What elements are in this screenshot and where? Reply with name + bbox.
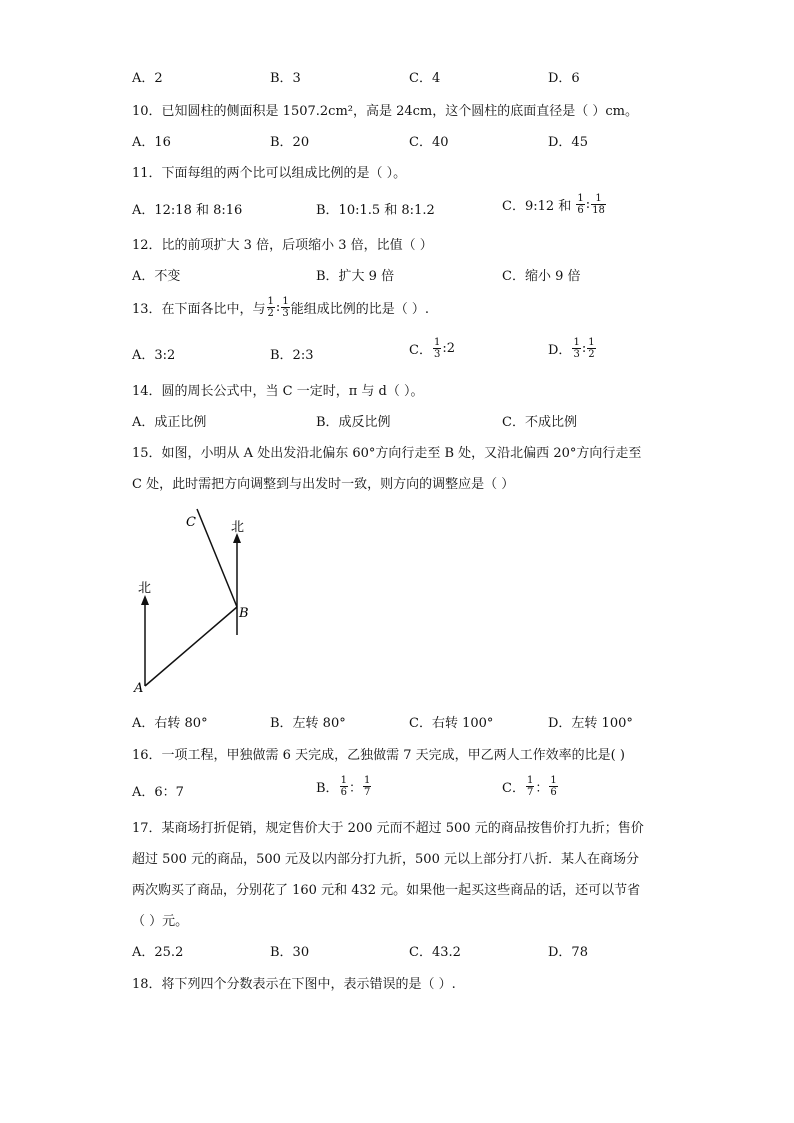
q16-option-c-fraction-1: $\frac{1}{7}$ bbox=[526, 775, 534, 798]
q11-question: 11．下面每组的两个比可以组成比例的是（ ）。 bbox=[132, 166, 407, 181]
point-label-b: B bbox=[239, 606, 249, 621]
q14-option-b: B．成反比例 bbox=[316, 415, 391, 430]
q14-option-a: A．成正比例 bbox=[132, 415, 207, 430]
q17-option-a: A．25.2 bbox=[132, 945, 184, 960]
q13-option-c-fraction: $\frac{1}{3}$ bbox=[433, 337, 441, 360]
q15-direction-figure bbox=[125, 505, 275, 700]
q11-option-c: C．9:12 和 $\frac{1}{6}$ : $\frac{1}{18}$ bbox=[502, 193, 605, 216]
point-label-c: C bbox=[186, 515, 196, 530]
q13-option-b: B．2:3 bbox=[270, 348, 314, 363]
q10-option-a: A．16 bbox=[132, 135, 171, 150]
q13-fraction-1: $\frac{1}{2}$ bbox=[267, 296, 274, 319]
q9-option-a: A．2 bbox=[132, 71, 163, 86]
q17-question-line-3: 两次购买了商品，分别花了 160 元和 432 元。如果他一起买这些商品的话，还可以节省 bbox=[132, 883, 641, 898]
q15-option-c: C．右转 100° bbox=[409, 716, 494, 731]
q16-option-b-fraction-1: $\frac{1}{6}$ bbox=[340, 775, 347, 798]
q17-question-line-4: （ ）元。 bbox=[132, 914, 189, 929]
q11-option-a: A．12:18 和 8:16 bbox=[132, 203, 243, 218]
north-arrowhead-a bbox=[141, 595, 149, 605]
q10-question: 10．已知圆柱的侧面积是 1507.2cm²，高是 24cm，这个圆柱的底面直径是（ ）cm。 bbox=[132, 104, 639, 119]
q13-fraction-2: $\frac{1}{3}$ bbox=[282, 296, 289, 319]
q16-question: 16．一项工程，甲独做需 6 天完成，乙独做需 7 天完成，甲乙两人工作效率的比是( ) bbox=[132, 748, 625, 763]
q16-option-b-fraction-2: $\frac{1}{7}$ bbox=[363, 775, 371, 798]
q16-option-a: A．6：7 bbox=[132, 785, 184, 800]
q10-option-b: B．20 bbox=[270, 135, 310, 150]
north-label-a: 北 bbox=[138, 581, 152, 596]
q10-option-d: D．45 bbox=[548, 135, 588, 150]
q9-option-c: C．4 bbox=[409, 71, 441, 86]
q11-option-c-label: C．9:12 和 bbox=[502, 199, 572, 214]
q13-question: 13．在下面各比中，与 $\frac{1}{2}$ : $\frac{1}{3}$ 能组成比例的比是（ ）. bbox=[132, 296, 429, 319]
point-label-a: A bbox=[134, 681, 144, 696]
q13-option-d-fraction-1: $\frac{1}{3}$ bbox=[573, 337, 580, 360]
q11-option-c-fraction-2: $\frac{1}{18}$ bbox=[592, 193, 605, 216]
q15-option-d: D．左转 100° bbox=[548, 716, 633, 731]
q12-option-b: B．扩大 9 倍 bbox=[316, 269, 395, 284]
q17-option-c: C．43.2 bbox=[409, 945, 461, 960]
q9-option-d: D．6 bbox=[548, 71, 580, 86]
q17-question-line-2: 超过 500 元的商品，500 元及以内部分打九折，500 元以上部分打八折．某人在商场分 bbox=[132, 852, 639, 867]
q10-option-c: C．40 bbox=[409, 135, 449, 150]
q11-option-c-fraction-1: $\frac{1}{6}$ bbox=[577, 193, 584, 216]
path-a-to-b bbox=[145, 607, 237, 686]
q16-option-c-fraction-2: $\frac{1}{6}$ bbox=[550, 775, 557, 798]
q16-option-b: B． $\frac{1}{6}$ ： $\frac{1}{7}$ bbox=[316, 775, 371, 798]
q13-option-d: D． $\frac{1}{3}$ : $\frac{1}{2}$ bbox=[548, 337, 595, 360]
q13-option-c: C． $\frac{1}{3}$ :2 bbox=[409, 337, 455, 360]
q11-option-b: B．10:1.5 和 8:1.2 bbox=[316, 203, 435, 218]
q12-option-a: A．不变 bbox=[132, 269, 181, 284]
q16-option-c: C． $\frac{1}{7}$ ： $\frac{1}{6}$ bbox=[502, 775, 557, 798]
q15-question-line-1: 15．如图，小明从 A 处出发沿北偏东 60°方向行走至 B 处，又沿北偏西 20°方向行走至 bbox=[132, 446, 642, 461]
q17-option-d: D．78 bbox=[548, 945, 588, 960]
q12-question: 12．比的前项扩大 3 倍，后项缩小 3 倍，比值（ ） bbox=[132, 238, 433, 253]
q12-option-c: C．缩小 9 倍 bbox=[502, 269, 581, 284]
q15-option-b: B．左转 80° bbox=[270, 716, 346, 731]
north-label-b: 北 bbox=[231, 520, 245, 535]
q17-question-line-1: 17．某商场打折促销，规定售价大于 200 元而不超过 500 元的商品按售价打九折；售价 bbox=[132, 821, 644, 836]
q18-question: 18．将下列四个分数表示在下图中，表示错误的是（ ）. bbox=[132, 977, 456, 992]
q17-option-b: B．30 bbox=[270, 945, 310, 960]
q14-question: 14．圆的周长公式中，当 C 一定时，π 与 d（ ）。 bbox=[132, 384, 424, 399]
q9-option-b: B．3 bbox=[270, 71, 301, 86]
q15-question-line-2: C 处，此时需把方向调整到与出发时一致，则方向的调整应是（ ） bbox=[132, 477, 515, 492]
q13-option-a: A．3:2 bbox=[132, 348, 176, 363]
q15-option-a: A．右转 80° bbox=[132, 716, 208, 731]
q13-option-d-fraction-2: $\frac{1}{2}$ bbox=[588, 337, 595, 360]
q14-option-c: C．不成比例 bbox=[502, 415, 577, 430]
